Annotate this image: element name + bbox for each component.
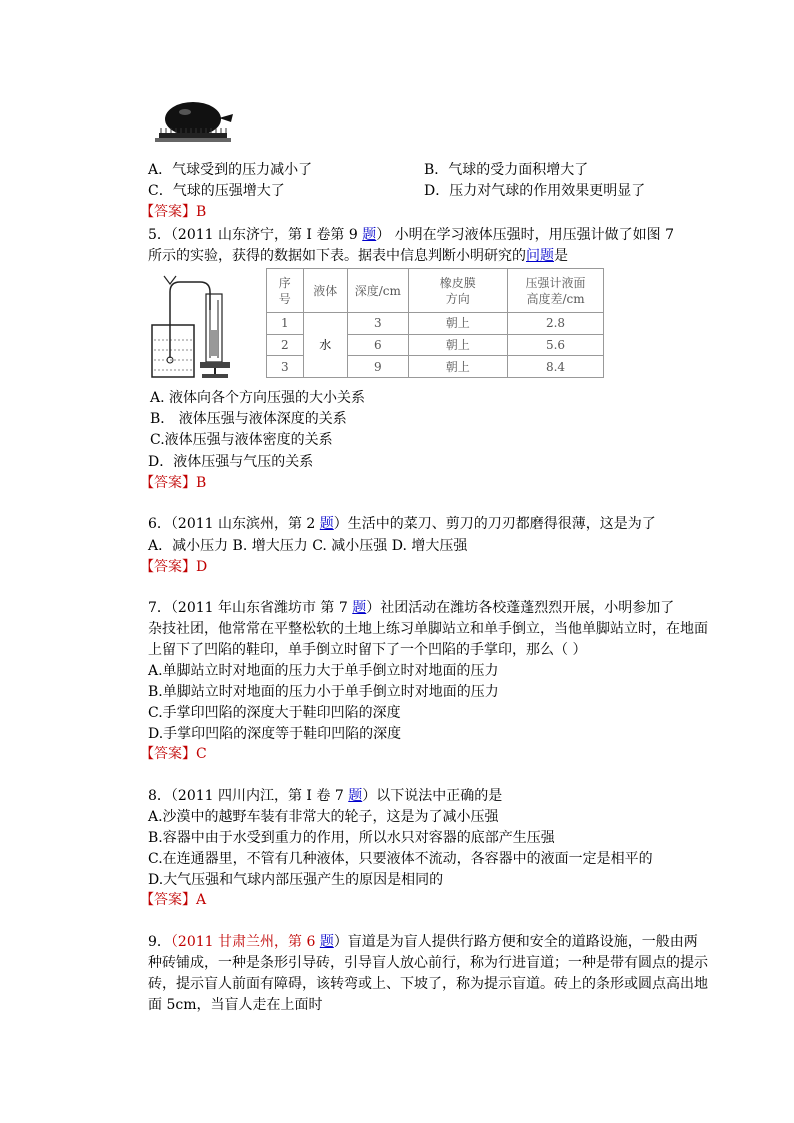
q9-question-line4: 面 5cm，当盲人走在上面时	[148, 997, 323, 1013]
table-cell: 朝上	[408, 356, 507, 378]
q7-option-b: B.单脚站立时对地面的压力小于单手倒立时对地面的压力	[148, 684, 499, 700]
q6-answer: 【答案】D	[140, 559, 208, 575]
q5-answer: 【答案】B	[140, 475, 207, 491]
table-cell: 1	[267, 313, 304, 335]
table-row	[267, 313, 604, 335]
q5-option-a: A. 液体向各个方向压强的大小关系	[150, 390, 366, 406]
q5-option-d: D．液体压强与气压的关系	[148, 454, 314, 470]
q7-option-a: A.单脚站立时对地面的压力大于单手倒立时对地面的压力	[148, 663, 499, 679]
q5-data-table	[266, 268, 604, 378]
table-header-cell: 橡皮膜 方向	[408, 269, 507, 313]
q5-link[interactable]: 题	[362, 227, 377, 243]
q4-option-a: A．气球受到的压力减小了	[148, 162, 313, 178]
q4-answer: 【答案】B	[140, 204, 207, 220]
q7-option-d: D.手掌印凹陷的深度等于鞋印凹陷的深度	[148, 726, 402, 742]
table-cell: 6	[348, 334, 409, 356]
q4-option-b: B．气球的受力面积增大了	[424, 162, 589, 178]
table-header-cell: 深度/cm	[348, 269, 409, 313]
table-cell: 水	[303, 313, 347, 378]
balloon-nail-bed-image	[155, 100, 237, 145]
q4-option-d: D．压力对气球的作用效果更明显了	[424, 183, 646, 199]
table-cell: 9	[348, 356, 409, 378]
q6-question: 6．（2011 山东滨州，第 2 题）生活中的菜刀、剪刀的刀刃都磨得很薄，这是为了	[148, 516, 656, 532]
table-header-cell: 液体	[303, 269, 347, 313]
q6-options: A．减小压力 B. 增大压力 C. 减小压强 D. 增大压强	[148, 538, 468, 554]
q5-option-b: B． 液体压强与液体深度的关系	[150, 411, 347, 427]
q7-link[interactable]: 题	[352, 600, 367, 616]
table-header-cell: 压强计液面 高度差/cm	[508, 269, 604, 313]
table-cell: 2	[267, 334, 304, 356]
q7-option-c: C.手掌印凹陷的深度大于鞋印凹陷的深度	[148, 705, 401, 721]
q7-question-line2: 杂技社团，他常常在平整松软的土地上练习单脚站立和单手倒立，当他单脚站立时，在地面	[148, 621, 708, 637]
q8-option-a: A.沙漠中的越野车装有非常大的轮子，这是为了减小压强	[148, 809, 499, 825]
q8-question: 8．（2011 四川内江，第 I 卷 7 题）以下说法中正确的是	[148, 788, 503, 804]
q8-option-b: B.容器中由于水受到重力的作用，所以水只对容器的底部产生压强	[148, 830, 555, 846]
q6-link[interactable]: 题	[319, 516, 334, 532]
q5-question-line1: 5．（2011 山东济宁，第 I 卷第 9 题） 小明在学习液体压强时，用压强计做了如图 7	[148, 227, 675, 243]
q8-answer: 【答案】A	[140, 892, 207, 908]
table-cell: 3	[267, 356, 304, 378]
table-cell: 朝上	[408, 313, 507, 335]
q9-link[interactable]: 题	[319, 934, 334, 950]
q7-question-line1: 7．（2011 年山东省潍坊市 第 7 题）社团活动在潍坊各校蓬蓬烈烈开展，小明参加了	[148, 600, 675, 616]
table-cell: 8.4	[508, 356, 604, 378]
table-cell: 2.8	[508, 313, 604, 335]
table-header-cell: 序 号	[267, 269, 304, 313]
q9-question-line3: 砖，提示盲人前面有障碍，该转弯或上、下坡了，称为提示盲道。砖上的条形或圆点高出地	[148, 976, 708, 992]
q5-option-c: C.液体压强与液体密度的关系	[150, 432, 333, 448]
q8-option-d: D.大气压强和气球内部压强产生的原因是相同的	[148, 872, 444, 888]
table-cell: 朝上	[408, 334, 507, 356]
q8-option-c: C.在连通器里，不管有几种液体，只要液体不流动，各容器中的液面一定是相平的	[148, 851, 653, 867]
pressure-gauge-apparatus-image	[148, 270, 240, 382]
table-header-row	[267, 269, 604, 313]
q9-question-line2: 种砖铺成，一种是条形引导砖，引导盲人放心前行，称为行进盲道；一种是带有圆点的提示	[148, 955, 708, 971]
q5-problem-link[interactable]: 问题	[526, 248, 554, 264]
q9-question-line1: 9．（2011 甘肃兰州，第 6 题）盲道是为盲人提供行路方便和安全的道路设施，一般由两	[148, 934, 698, 950]
q7-answer: 【答案】C	[140, 746, 207, 762]
q8-link[interactable]: 题	[348, 788, 363, 804]
table-cell: 5.6	[508, 334, 604, 356]
table-cell: 3	[348, 313, 409, 335]
q7-question-line3: 上留下了凹陷的鞋印，单手倒立时留下了一个凹陷的手掌印，那么（ ）	[148, 642, 587, 658]
q4-option-c: C．气球的压强增大了	[148, 183, 285, 199]
q5-question-line2: 所示的实验，获得的数据如下表。据表中信息判断小明研究的问题是	[148, 248, 568, 264]
